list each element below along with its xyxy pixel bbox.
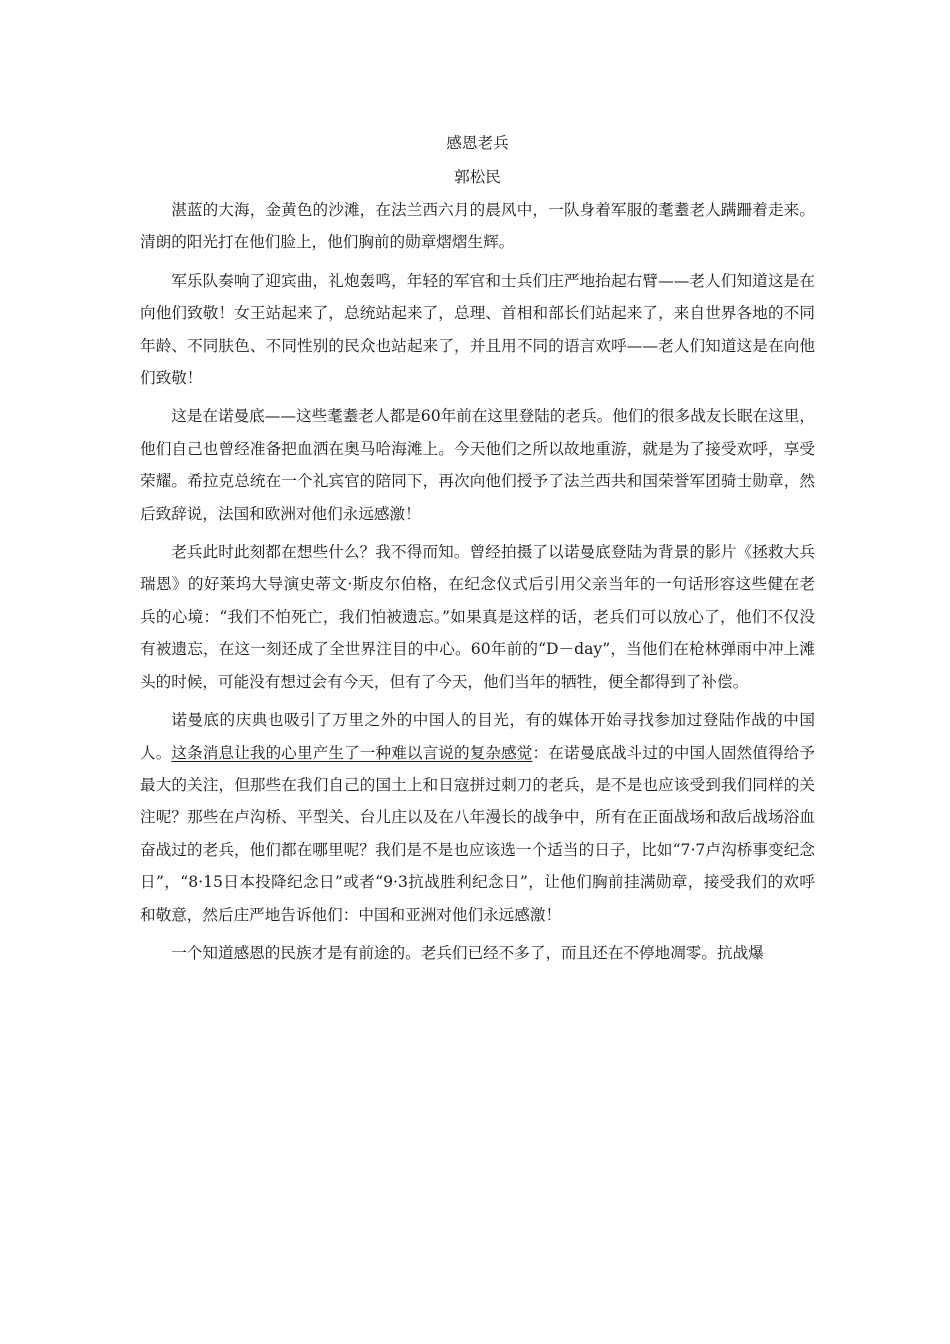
article-title: 感恩老兵 [446, 134, 509, 152]
underlined-sentence: 这条消息让我的心里产生了一种难以言说的复杂感觉 [171, 743, 533, 762]
paragraph-2: 军乐队奏响了迎宾曲，礼炮轰鸣，年轻的军官和士兵们庄严地抬起右臂——老人们知道这是在向他们致敬！女王站起来了，总统站起来了，总理、首相和部长们站起来了，来自世界各地的不同年龄、不同肤色、不同性别的民众也站起来了，并且用不同的语言欢呼——老人们知道这是在向他们致敬！ [140, 271, 815, 388]
paragraph-5-rest: ：在诺曼底战斗过的中国人固然值得给予最大的关注，但那些在我们自己的国土上和日寇拼过刺刀的老兵，是不是也应该受到我们同样的关注呢？那些在卢沟桥、平型关、台儿庄以及在八年漫长的战争中，所有在正面战场和敌后战场浴血奋战过的老兵，他们都在哪里呢？我们是不是也应该选一个适当的日子，比如“7·7卢沟桥事变纪念日”，“8·15日本投降纪念日”或者“9·3抗战胜利纪念日”，让他们胸前挂满勋章，接受我们的欢呼和敬意，然后庄严地告诉他们：中国和亚洲对他们永远感激！ [140, 743, 815, 924]
paragraph-5 [140, 704, 815, 931]
paragraph-4: 老兵此时此刻都在想些什么？我不得而知。曾经拍摄了以诺曼底登陆为背景的影片《拯救大兵瑞恩》的好莱坞大导演史蒂文·斯皮尔伯格，在纪念仪式后引用父亲当年的一句话形容这些健在老兵的心境：“我们不怕死亡，我们怕被遗忘。”如果真是这样的话，老兵们可以放心了，他们不仅没有被遗忘，在这一刻还成了全世界注目的中心。60年前的“D－day”，当他们在枪林弹雨中冲上滩头的时候，可能没有想过会有今天，但有了今天，他们当年的牺牲，便全都得到了补偿。 [140, 543, 815, 691]
paragraph-3: 这是在诺曼底——这些耄耋老人都是60年前在这里登陆的老兵。他们的很多战友长眠在这里，他们自己也曾经准备把血洒在奥马哈海滩上。今天他们之所以故地重游，就是为了接受欢呼，享受荣耀。希拉克总统在一个礼宾官的陪同下，再次向他们授予了法兰西共和国荣誉军团骑士勋章，然后致辞说，法国和欧洲对他们永远感激！ [140, 407, 815, 523]
paragraph-1: 湛蓝的大海，金黄色的沙滩，在法兰西六月的晨风中，一队身着军服的耄耋老人蹒跚着走来。清朗的阳光打在他们脸上，他们胸前的勋章熠熠生辉。 [140, 201, 815, 252]
article-author: 郭松民 [454, 168, 501, 186]
paragraph-6: 一个知道感恩的民族才是有前途的。老兵们已经不多了，而且还在不停地凋零。抗战爆 [171, 943, 764, 962]
paragraph-5-intro: 诺曼底的庆典也吸引了万里之外的中国人的目光，有的媒体开始寻找参加过登陆作战的中国人。 [140, 711, 815, 762]
